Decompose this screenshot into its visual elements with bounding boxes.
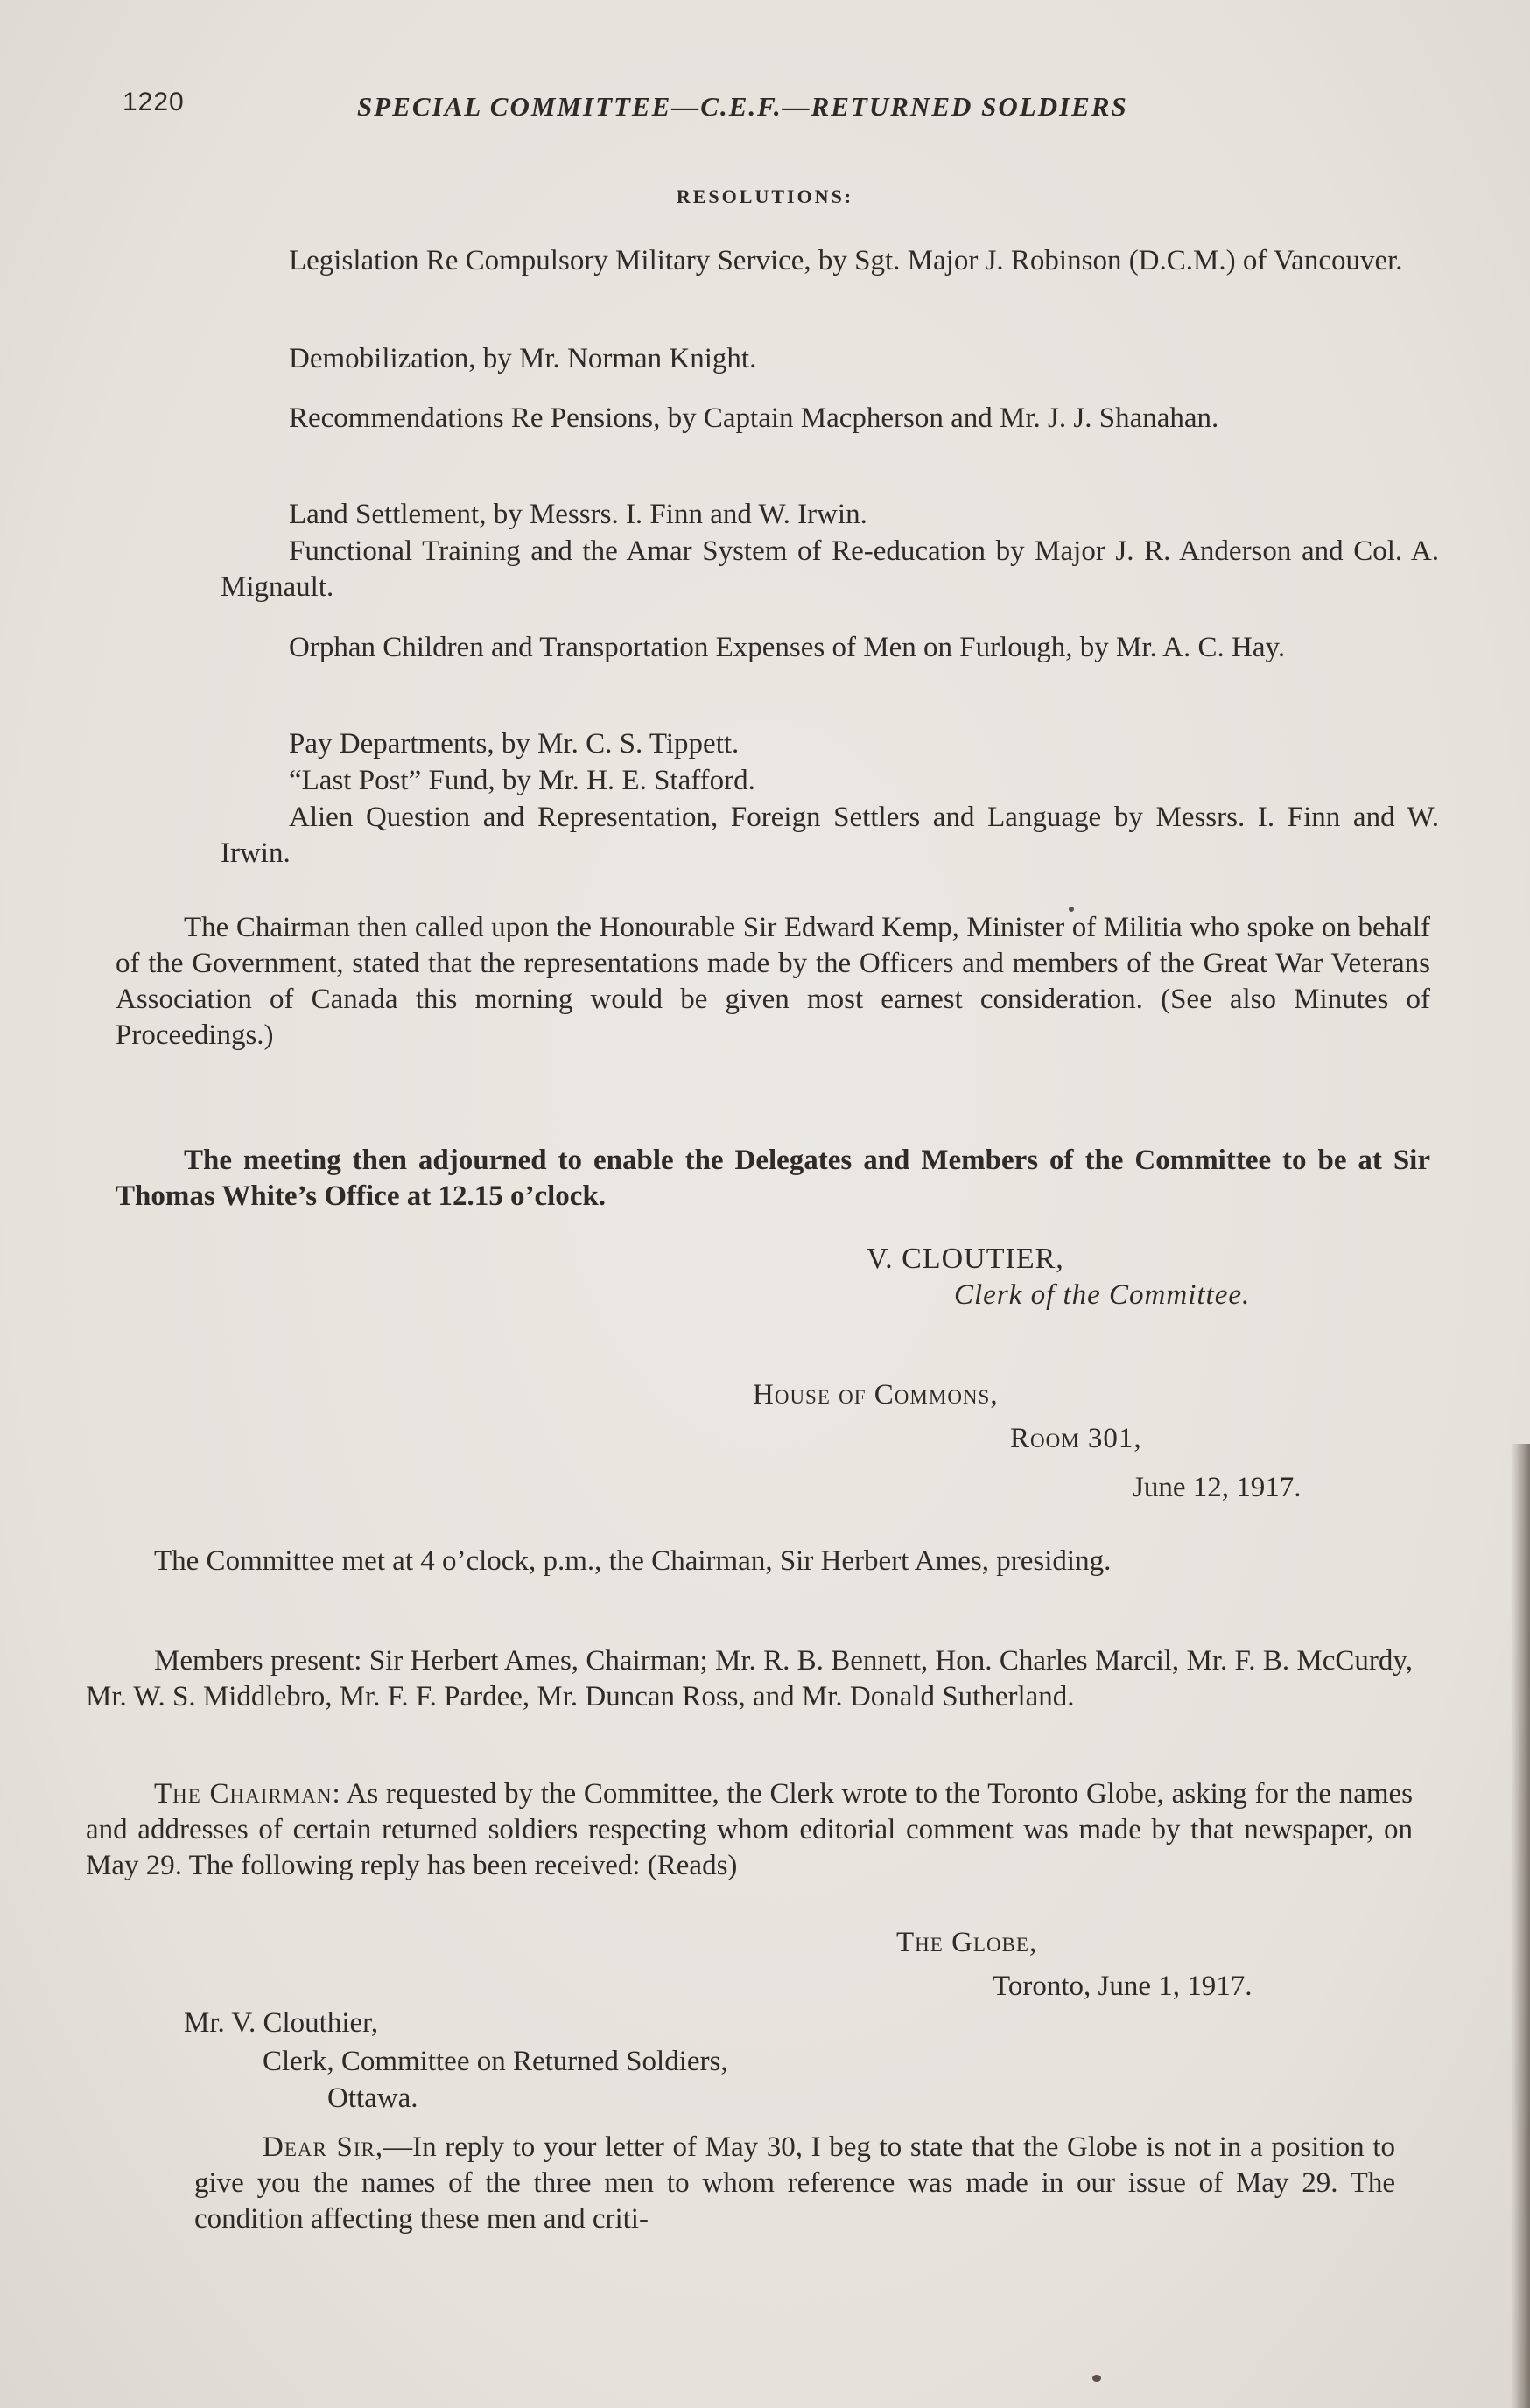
resolution-item: Legislation Re Compulsory Military Service, by Sgt. Major J. Robinson (D.C.M.) of Vancouver. (289, 245, 1403, 276)
chairman-called-paragraph: The Chairman then called upon the Honourable Sir Edward Kemp, Minister of Militia who spoke on behalf of the Government, stated that the representations made by the Officers and members of the Great War Veterans Association of Canada this morning would be given most earnest consideration. (See also Minutes of Proceedings.) (116, 912, 1430, 1051)
resolution-item: Recommendations Re Pensions, by Captain Macpherson and Mr. J. J. Shanahan. (289, 402, 1219, 434)
resolution-item: Pay Departments, by Mr. C. S. Tippett. (289, 728, 740, 760)
speaker-name: The Chairman (154, 1778, 333, 1810)
letter-place-date: Toronto, June 1, 1917. (993, 1970, 1253, 2002)
page-number: 1220 (123, 88, 185, 116)
resolution-item: Orphan Children and Transportation Expenses of Men on Furlough, by Mr. A. C. Hay. (289, 632, 1286, 663)
committee-met-paragraph: The Committee met at 4 o’clock, p.m., the Chairman, Sir Herbert Ames, presiding. (154, 1545, 1112, 1577)
letter-body: —In reply to your letter of May 30, I beg to state that the Globe is not in a position to give you the names of the three men to whom reference was made in our issue of May 29. The condition affecting these men and criti- (194, 2132, 1395, 2235)
meeting-adjourned-paragraph: The meeting then adjourned to enable the Delegates and Members of the Committee to be at Sir Thomas White’s Office at 12.15 o’clock. (116, 1144, 1430, 1212)
chairman-statement-paragraph (86, 1776, 1413, 1884)
letter-addressee-city: Ottawa. (327, 2082, 418, 2114)
letter-body-paragraph (194, 2130, 1395, 2237)
statement-text: : As requested by the Committee, the Clerk wrote to the Toronto Globe, asking for the names and addresses of certain returned soldiers respecting whom editorial comment was made by that newspaper, on May 29. The following reply has been received: (Reads) (86, 1778, 1414, 1881)
letter-addressee-title: Clerk, Committee on Returned Soldiers, (263, 2046, 728, 2077)
resolution-item: Alien Question and Representation, Foreign Settlers and Language by Messrs. I. Finn and W. Irwin. (221, 802, 1439, 869)
resolution-item: Demobilization, by Mr. Norman Knight. (289, 343, 757, 374)
date-line: June 12, 1917. (1133, 1472, 1302, 1503)
print-speck (1069, 906, 1074, 912)
resolution-item: Functional Training and the Amar System of Re-education by Major J. R. Anderson and Col. A. Mignault. (221, 536, 1439, 603)
resolutions-heading: RESOLUTIONS: (676, 186, 854, 207)
letter-salutation: Dear Sir, (263, 2132, 384, 2163)
page-edge-shadow (1511, 1444, 1530, 2408)
signature-title: Clerk of the Committee. (954, 1279, 1251, 1311)
running-header: SPECIAL COMMITTEE—C.E.F.—RETURNED SOLDIERS (357, 91, 1128, 122)
letter-from: The Globe, (896, 1927, 1038, 1958)
resolution-item: “Last Post” Fund, by Mr. H. E. Stafford. (289, 765, 755, 796)
letter-addressee-name: Mr. V. Clouthier, (184, 2007, 379, 2039)
place-line-1: House of Commons, (753, 1379, 999, 1410)
members-present-paragraph: Members present: Sir Herbert Ames, Chairman; Mr. R. B. Bennett, Hon. Charles Marcil, Mr. F. B. McCurdy, Mr. W. S. Middlebro, Mr. F. F. Pardee, Mr. Duncan Ross, and Mr. Donald Sutherland. (86, 1645, 1413, 1712)
resolution-item: Land Settlement, by Messrs. I. Finn and W. Irwin. (289, 499, 867, 530)
signature-name: V. CLOUTIER, (867, 1242, 1064, 1275)
place-line-2: Room 301, (1010, 1423, 1142, 1454)
print-speck (1092, 2375, 1101, 2382)
